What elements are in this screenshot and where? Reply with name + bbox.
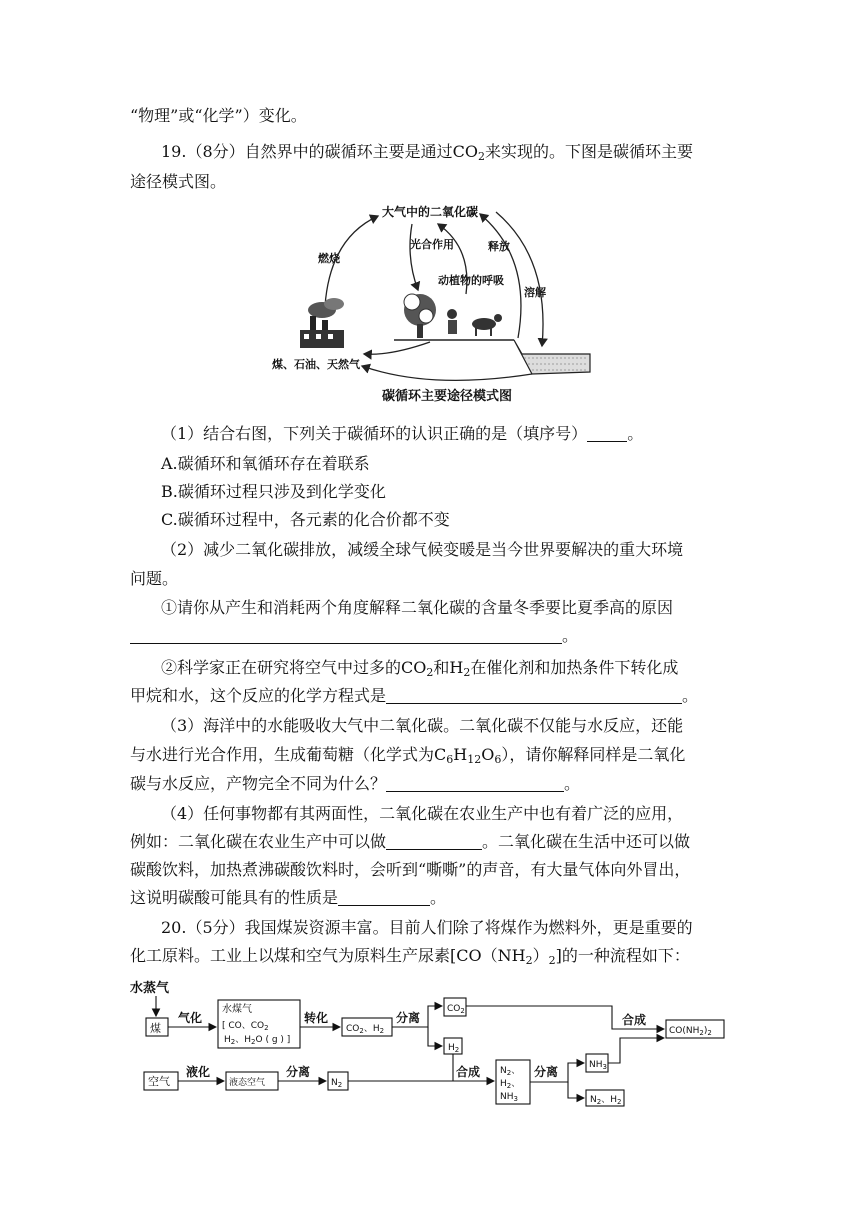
sub-question-2-1: [161, 598, 673, 618]
punct: 。: [682, 686, 699, 705]
q3-text-2c: O: [481, 745, 495, 764]
tree-icon: [404, 294, 436, 338]
sub-question-3-cont2: [130, 774, 580, 794]
q1-text: （1）结合右图，下列关于碳循环的认识正确的是（填序号）: [161, 424, 588, 443]
sub-question-4-cont3: [130, 888, 446, 908]
sub-question-2: [161, 540, 683, 560]
factory-icon: [300, 298, 344, 348]
mix-label-1: $N_2$、: [500, 1066, 521, 1077]
ocean-shape: [514, 340, 590, 374]
subscript: 2: [525, 954, 533, 967]
separate-h2-arrow: [428, 1027, 442, 1046]
subscript: 2: [463, 666, 471, 679]
convert-label: 转化: [304, 1011, 329, 1025]
option-c: [161, 510, 450, 530]
q3-text: （3）海洋中的水能吸收大气中二氧化碳。二氧化碳不仅能与水反应，还能: [161, 716, 684, 735]
subscript: 2: [478, 150, 485, 163]
q19-text-2: 途径模式图。: [130, 172, 227, 191]
q20-text-2c: ]的一种流程如下：: [555, 946, 690, 965]
animal-icon: [472, 314, 502, 336]
release-label: 释放: [488, 240, 510, 253]
option-a-text: A.碳循环和氧循环存在着联系: [161, 454, 370, 473]
co2-h2-label: $CO_2$、$H_2$: [346, 1024, 385, 1035]
q4-text-4: 这说明碳酸可能具有的性质是: [130, 888, 339, 907]
separate2-label: 分离: [286, 1065, 311, 1079]
burning-label: 燃烧: [318, 252, 340, 265]
continuation-text: “物理”或“化学”）变化。: [130, 106, 307, 125]
steam-label: 水蒸气: [130, 981, 170, 996]
q3-text-2d: ），请你解释同样是二氧化: [501, 745, 686, 764]
q20-text-2: 化工原料。工业上以煤和空气为原料生产尿素[CO（NH: [130, 946, 526, 965]
question-19-heading: [161, 142, 693, 162]
subscript: 6: [446, 753, 454, 766]
q4-text-2b: 。二氧化碳在生活中还可以做: [482, 832, 691, 851]
q2-text-2: 问题。: [130, 569, 179, 588]
separate3-label: 分离: [534, 1065, 559, 1079]
water-gas-line1: [ CO、$CO_2$: [222, 1021, 269, 1032]
q19-text: 19.（8分）自然界中的碳循环主要是通过CO: [161, 142, 478, 161]
subscript: 12: [467, 753, 482, 766]
water-gas-line2: $H_2$、$H_2O$ ( g ) ]: [224, 1035, 291, 1046]
person-icon: [447, 309, 457, 334]
q2-2-text-2: 甲烷和水，这个反应的化学方程式是: [130, 686, 387, 705]
question-19-heading-2: [130, 172, 226, 192]
atmosphere-label: 大气中的二氧化碳: [382, 205, 479, 219]
separate-n2h2-arrow: [568, 1082, 584, 1098]
synth2-label: 合成: [456, 1065, 481, 1079]
punct: 。: [562, 626, 579, 645]
nh3-label: $NH_3$: [589, 1060, 607, 1071]
photosynthesis-arrow: [410, 224, 418, 290]
liquefy-label: 液化: [186, 1065, 211, 1079]
question-20-heading: [161, 918, 693, 938]
dissolve-label: 溶解: [524, 286, 546, 299]
punct: 。: [627, 424, 644, 443]
carbon-cycle-diagram: [270, 198, 600, 408]
q3-text-2b: H: [453, 745, 468, 764]
sub-question-3-cont: [130, 745, 685, 765]
q2-2-text-c: 在催化剂和加热条件下转化成: [470, 658, 679, 677]
diagram-caption: 碳循环主要途径模式图: [382, 389, 513, 404]
q4-text-2: 例如：二氧化碳在农业生产中可以做: [130, 832, 387, 851]
answer-blank-4b[interactable]: [338, 889, 430, 906]
q4-text: （4）任何事物都有其两面性，二氧化碳在农业生产中也有着广泛的应用，: [161, 804, 684, 823]
option-c-text: C.碳循环过程中，各元素的化合价都不变: [161, 510, 450, 529]
coal-label: 煤: [150, 1022, 161, 1035]
subscript: 6: [494, 753, 502, 766]
urea-flow-diagram: [128, 978, 732, 1118]
water-gas-title: 水煤气: [222, 1004, 252, 1015]
ocean-to-fuel-arrow: [362, 366, 532, 380]
q2-2-text: ②科学家正在研究将空气中过多的CO: [161, 658, 427, 677]
q3-text-2: 与水进行光合作用，生成葡萄糖（化学式为C: [130, 745, 447, 764]
sub-question-2-cont: [130, 569, 178, 589]
synth1-label: 合成: [622, 1013, 647, 1027]
urea-label: $CO(NH_2)_2$: [669, 1026, 712, 1037]
sub-question-2-2-cont: [130, 686, 698, 706]
text-line: [130, 106, 307, 126]
fuels-label: 煤、石油、天然气: [272, 358, 360, 371]
sub-question-4-cont: [130, 832, 690, 852]
air-label: 空气: [148, 1075, 170, 1088]
punct: 。: [430, 888, 447, 907]
answer-line-2-1: [130, 626, 578, 646]
q2-text: （2）减少二氧化碳排放，减缓全球气候变暖是当今世界要解决的重大环境: [161, 540, 684, 559]
mix-label-2: $H_2$、: [500, 1079, 521, 1090]
n2h2-label: $N_2$、$H_2$: [590, 1095, 622, 1106]
q2-2-text-b: 和H: [433, 658, 464, 677]
question-20-heading-2: [130, 946, 690, 966]
liquid-air-label: 液态空气: [229, 1078, 266, 1088]
h2-label: $H_2$: [448, 1043, 460, 1054]
q4-text-3: 碳酸饮料，加热煮沸碳酸饮料时，会听到“嘶嘶”的声音，有大量气体向外冒出，: [130, 860, 691, 879]
gasify-label: 气化: [178, 1011, 203, 1025]
co2-label: $CO_2$: [447, 1004, 465, 1015]
answer-blank-3[interactable]: [386, 775, 564, 792]
q2-1-text: ①请你从产生和消耗两个角度解释二氧化碳的含量冬季要比夏季高的原因: [161, 598, 674, 617]
q19-text-tail: 来实现的。下图是碳循环主要: [485, 142, 694, 161]
photosynthesis-label: 光合作用: [410, 238, 454, 251]
answer-blank-1[interactable]: [587, 425, 627, 442]
subscript: 2: [426, 666, 434, 679]
option-b-text: B.碳循环过程只涉及到化学变化: [161, 482, 386, 501]
sub-question-3: [161, 716, 683, 736]
option-a: [161, 454, 370, 474]
answer-blank-2-1[interactable]: [130, 627, 562, 644]
respiration-label: 动植物的呼吸: [438, 274, 504, 287]
answer-blank-4a[interactable]: [386, 833, 482, 850]
sub-question-2-2: [161, 658, 678, 678]
sub-question-4-cont2: [130, 860, 690, 880]
organisms-to-fuel-arrow: [364, 342, 430, 354]
nh3-to-urea-arrow: [608, 1038, 664, 1063]
mix-label-3: $NH_3$: [500, 1092, 518, 1103]
q20-text-2b: ）: [532, 946, 549, 965]
punct: 。: [564, 774, 581, 793]
subscript: 2: [548, 954, 556, 967]
sub-question-4: [161, 804, 683, 824]
separate1-label: 分离: [396, 1011, 421, 1025]
answer-blank-2-2[interactable]: [386, 687, 682, 704]
option-b: [161, 482, 386, 502]
q3-text-3: 碳与水反应，产物完全不同为什么？: [130, 774, 387, 793]
n2-label: $N_2$: [331, 1078, 343, 1089]
q20-text: 20.（5分）我国煤炭资源丰富。目前人们除了将煤作为燃料外，更是重要的: [161, 918, 693, 937]
sub-question-1: [161, 424, 643, 444]
